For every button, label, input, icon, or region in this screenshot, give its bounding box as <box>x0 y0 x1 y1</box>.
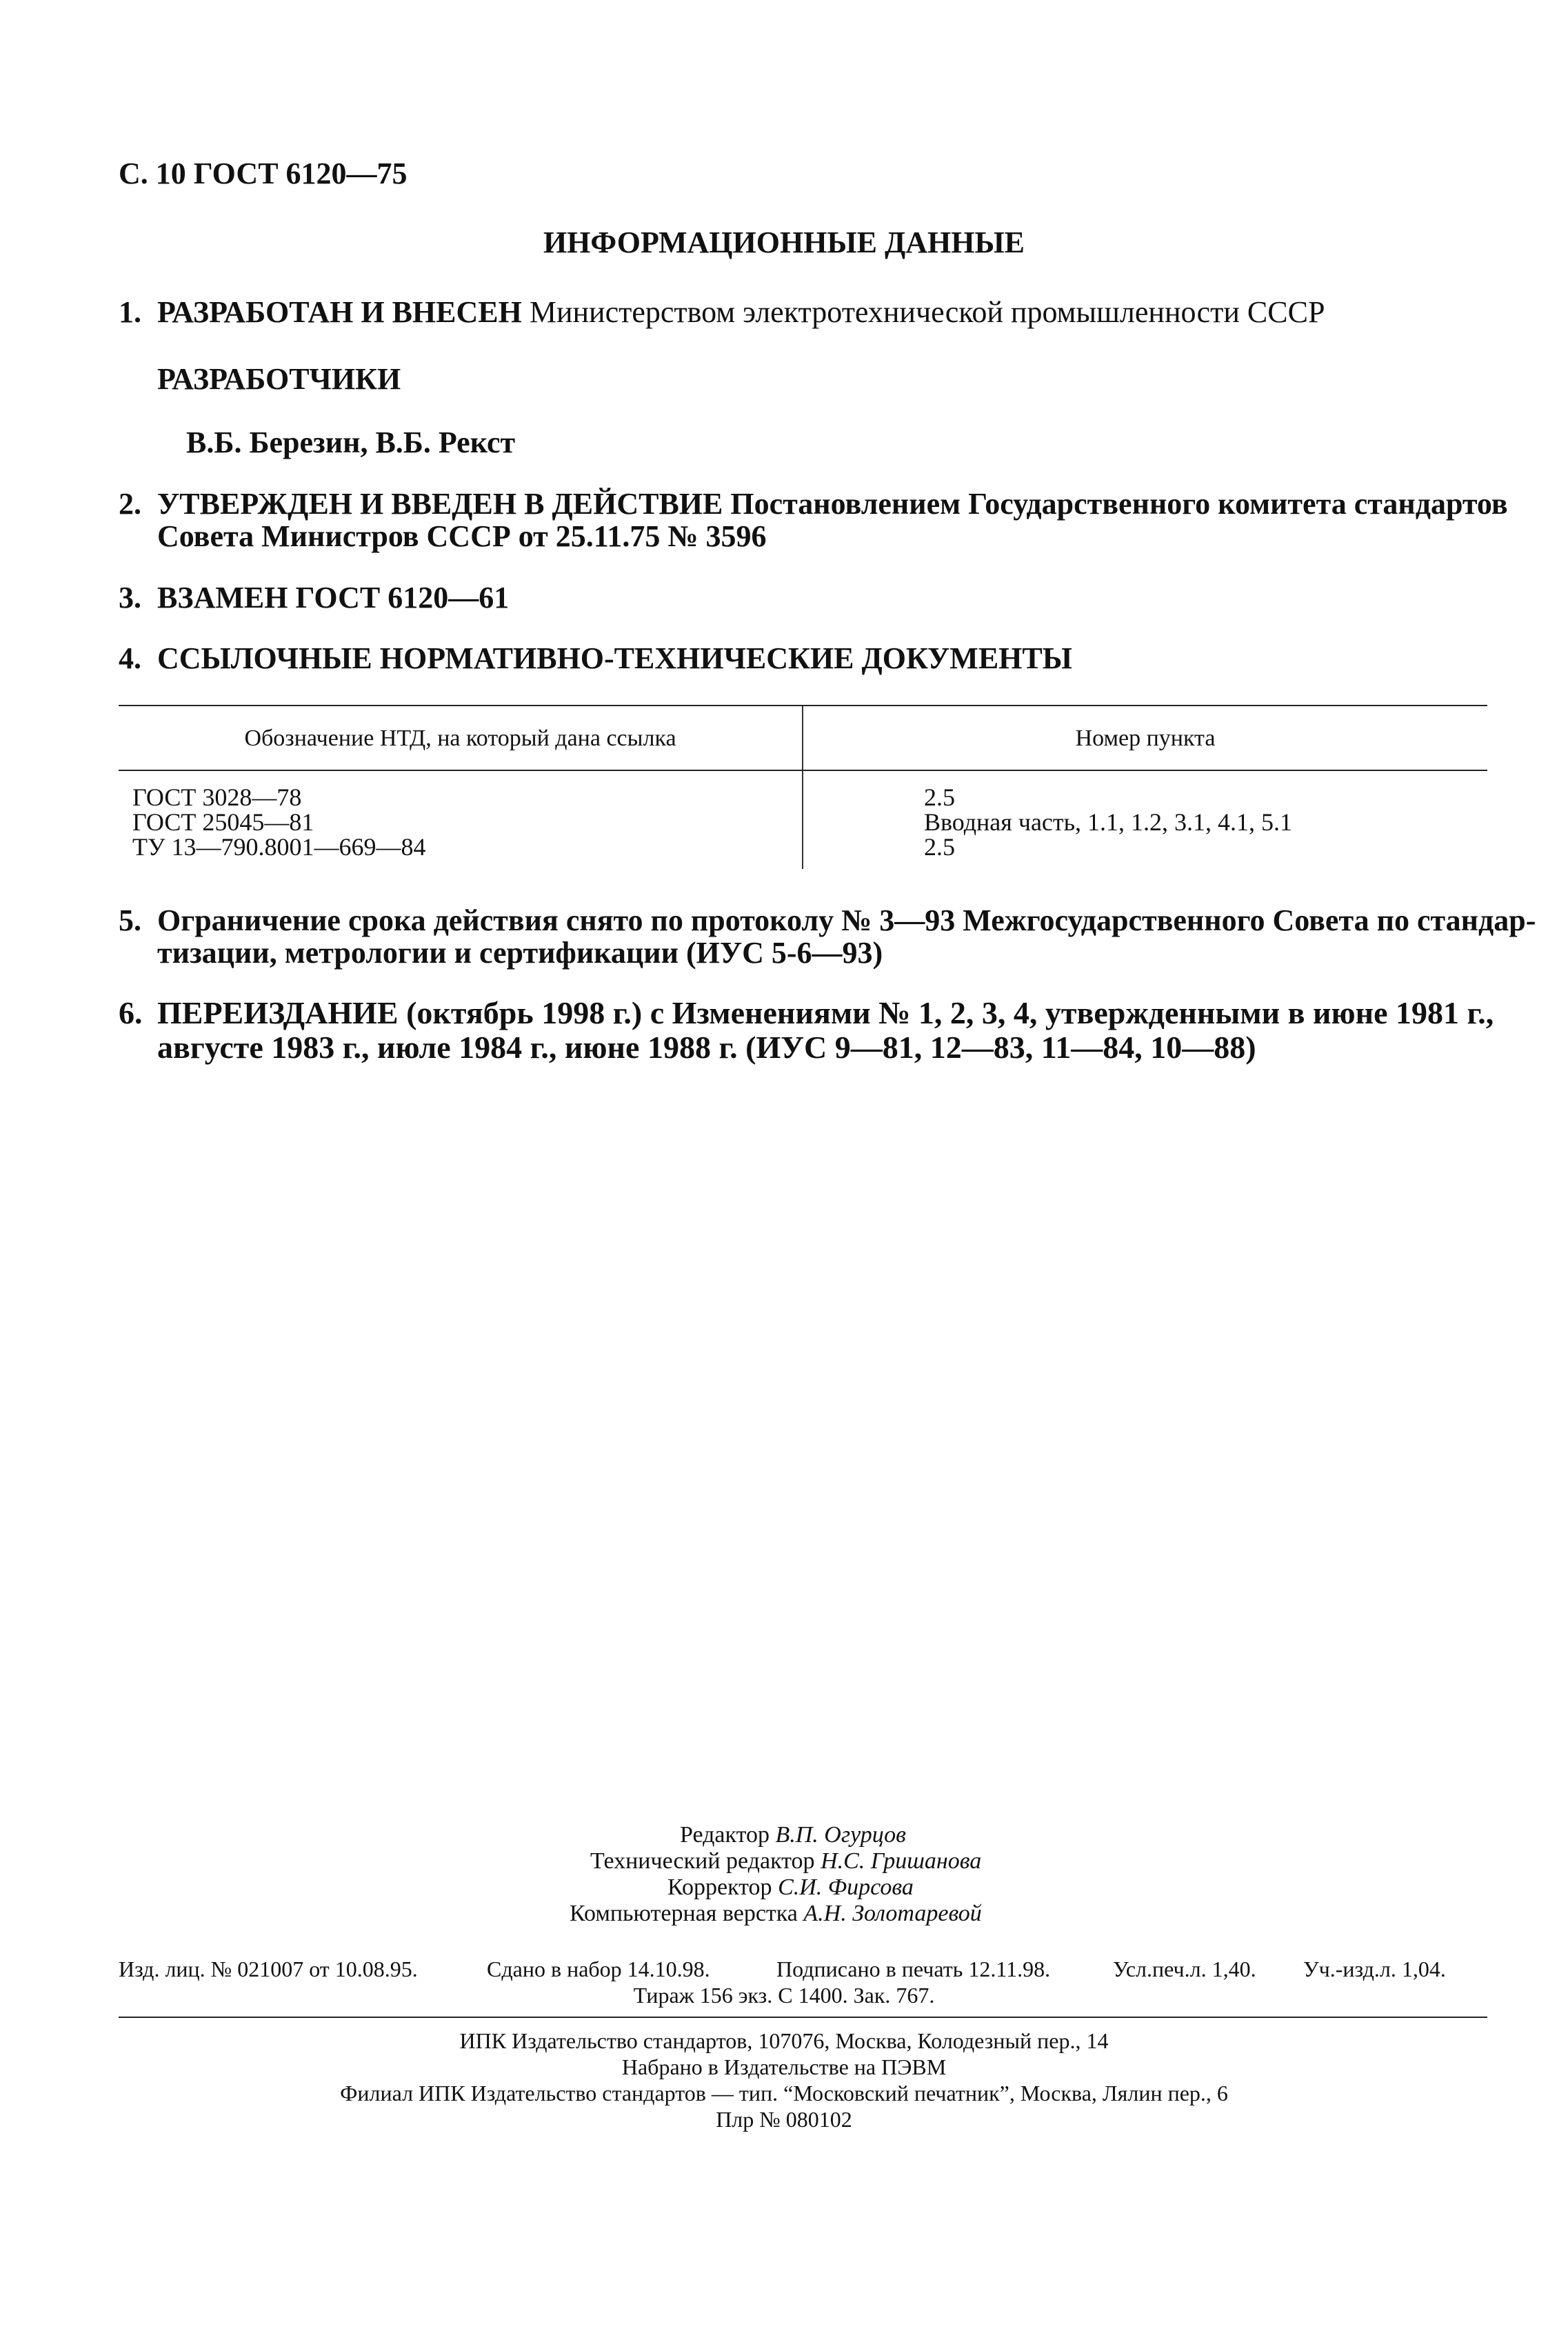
item-6-line2: августе 1983 г., июле 1984 г., июне 1988 г. (ИУС 9—81, 12—83, 11—84, 10—88) <box>157 1030 1256 1065</box>
item-text: Постановлением Государственного комитета стандартов <box>723 487 1508 521</box>
table-cell-clause: 2.5 <box>924 833 955 861</box>
item-text: ПЕРЕИЗДАНИЕ (октябрь 1998 г.) с Изменениями № 1, 2, 3, 4, утвержденными в июне 1981 г., <box>157 995 1494 1030</box>
credit-name: С.И. Фирсова <box>778 1874 914 1900</box>
credit-role: Технический редактор <box>590 1848 815 1874</box>
table-cell-ntd: ГОСТ 25045—81 <box>132 808 314 836</box>
credit-role: Компьютерная верстка <box>570 1901 798 1926</box>
imprint-sent: Сдано в набор 14.10.98. <box>487 1957 710 1981</box>
item-heading: ВЗАМЕН ГОСТ 6120—61 <box>157 581 510 614</box>
item-2 <box>119 487 1508 521</box>
page-title: ИНФОРМАЦИОННЫЕ ДАННЫЕ <box>543 226 1025 259</box>
imprint-signed: Подписано в печать 12.11.98. <box>776 1957 1051 1981</box>
table-header-ntd: Обозначение НТД, на который дана ссылка <box>244 726 676 751</box>
table-header-clause: Номер пункта <box>1075 726 1216 751</box>
table-cell-clause: Вводная часть, 1.1, 1.2, 3.1, 4.1, 5.1 <box>924 808 1293 836</box>
table-cell-ntd: ГОСТ 3028—78 <box>132 783 302 811</box>
item-1 <box>119 295 1325 330</box>
publisher-line-4: Плр № 080102 <box>716 2107 852 2132</box>
credit-tech-editor <box>590 1848 981 1874</box>
item-number: 1. <box>119 295 141 329</box>
item-number: 6. <box>119 995 143 1030</box>
credit-editor <box>680 1822 906 1848</box>
developers-names: В.Б. Березин, В.Б. Рекст <box>186 426 516 459</box>
credit-name: В.П. Огурцов <box>775 1822 906 1848</box>
credit-role: Корректор <box>667 1874 772 1900</box>
item-6 <box>119 996 1494 1030</box>
publisher-line-2: Набрано в Издательстве на ПЭВМ <box>621 2054 947 2079</box>
publisher-line-3: Филиал ИПК Издательство стандартов — тип. “Московский печатник”, Москва, Лялин пер., 6 <box>340 2081 1228 2106</box>
credit-name: А.Н. Золотаревой <box>803 1901 982 1926</box>
imprint-rule <box>119 2017 1487 2018</box>
item-3 <box>119 581 509 615</box>
item-text: Министерством электротехнической промышленности СССР <box>521 295 1325 329</box>
imprint-run: Тираж 156 экз. С 1400. Зак. 767. <box>633 1983 935 2008</box>
item-5 <box>119 903 1536 938</box>
item-number: 5. <box>119 903 141 937</box>
developers-label: РАЗРАБОТЧИКИ <box>157 362 401 396</box>
item-text: Ограничение срока действия снято по протоколу № 3—93 Межгосударственного Совета по стандар- <box>157 903 1536 937</box>
credit-name: Н.С. Гришанова <box>821 1848 982 1874</box>
table-header-rule <box>119 770 1487 771</box>
table-cell-clause: 2.5 <box>924 783 955 811</box>
credit-layout <box>570 1901 982 1927</box>
item-4 <box>119 641 1072 676</box>
credit-corrector <box>667 1874 914 1901</box>
item-heading: УТВЕРЖДЕН И ВВЕДЕН В ДЕЙСТВИЕ <box>157 487 723 521</box>
table-cell-ntd: ТУ 13—790.8001—669—84 <box>132 833 426 861</box>
publisher-line-1: ИПК Издательство стандартов, 107076, Москва, Колодезный пер., 14 <box>459 2028 1109 2053</box>
item-number: 2. <box>119 487 141 521</box>
imprint-print-sheets: Усл.печ.л. 1,40. <box>1113 1957 1256 1981</box>
page-reference: С. 10 ГОСТ 6120—75 <box>119 157 408 190</box>
credit-role: Редактор <box>680 1822 770 1848</box>
imprint-pub-sheets: Уч.-изд.л. 1,04. <box>1303 1957 1446 1981</box>
item-number: 3. <box>119 581 141 614</box>
imprint-license: Изд. лиц. № 021007 от 10.08.95. <box>119 1957 418 1981</box>
item-heading: ССЫЛОЧНЫЕ НОРМАТИВНО-ТЕХНИЧЕСКИЕ ДОКУМЕНТЫ <box>157 641 1072 675</box>
item-heading: РАЗРАБОТАН И ВНЕСЕН <box>157 295 522 329</box>
item-5-line2: тизации, метрологии и сертификации (ИУС 5-6—93) <box>157 936 883 970</box>
item-2-line2: Совета Министров СССР от 25.11.75 № 3596 <box>157 519 767 553</box>
item-number: 4. <box>119 641 141 675</box>
